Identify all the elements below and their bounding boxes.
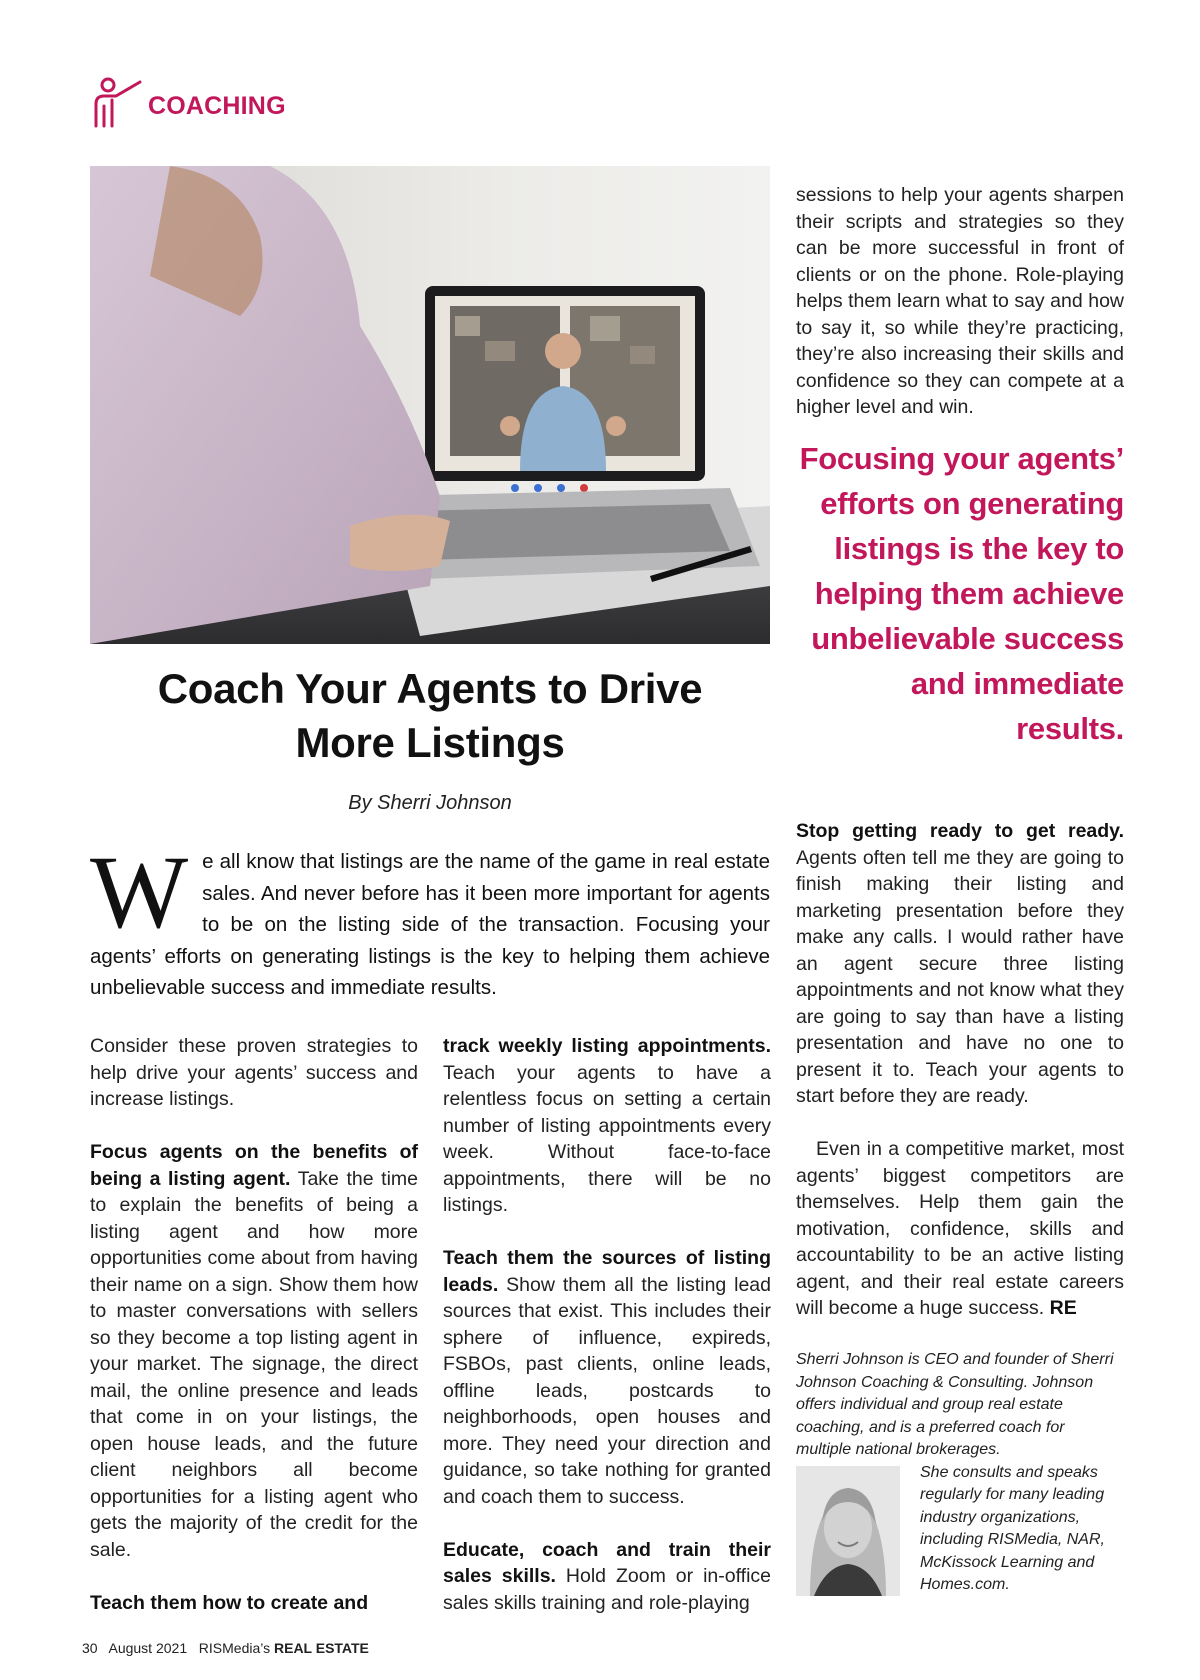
paragraph-text: Hold Zoom or in-office sales skills training and role-playing [443, 1565, 772, 1614]
page-footer [82, 1640, 369, 1656]
paragraph [796, 1136, 1124, 1322]
bio-text: Sherri Johnson is CEO and founder of Sherri Johnson Coaching & Consulting. Johnson offers individual and group real estate coaching, and is a preferred coach for multiple national brokerages. [796, 1351, 1114, 1458]
presenter-icon [90, 76, 146, 128]
subhead: Educate, coach and train their sales skills. [443, 1538, 771, 1587]
body-column-1 [90, 1033, 418, 1643]
section-label: COACHING [148, 91, 286, 120]
paragraph-text: Take the time to explain the benefits of being a listing agent and how more opportunities come about from having their name on a sign. Show them how to master conversations with sellers so they become a top listing agent in your market. The signage, the direct mail, the online presence and leads that come in on your listings, the open house leads, and the future client neighbors all become opportunities for a listing agent who gets the majority of the credit for the sale. [90, 1167, 418, 1561]
author-portrait-photo [796, 1466, 900, 1596]
paragraph [90, 1590, 418, 1617]
end-mark: RE [1049, 1297, 1077, 1319]
author-bio [796, 1349, 1124, 1597]
subhead: Focus agents on the benefits of being a listing agent. [90, 1141, 418, 1190]
headline-line-2: More Listings [295, 719, 565, 766]
body-column-3-continued [796, 818, 1124, 1348]
hero-image [90, 166, 770, 644]
body-column-2 [443, 1033, 771, 1643]
byline: By Sherri Johnson [348, 792, 512, 814]
paragraph-text: Agents often tell me they are going to finish making their listing and marketing presentation before they make any calls. I would rather have an agent secure three listing appointments and not know what they are going to say than have a listing presentation and have no one to present it to. Teach your agents to start before they are ready. [796, 846, 1124, 1107]
subhead: Stop getting ready to get ready. [796, 820, 1124, 842]
paragraph [443, 1245, 771, 1510]
paragraph [443, 1537, 771, 1617]
bio-text-continued: She consults and speaks regularly for many leading industry organizations, including RISMedia, NAR, McKissock Learning and Homes.com. [920, 1463, 1105, 1593]
laptop-video-call-photo [90, 166, 770, 644]
publication-brand: REAL ESTATE [274, 1640, 369, 1656]
paragraph-text: Teach your agents to have a relentless focus on setting a certain number of listing appointments every week. Without face-to-face appointments, there will be no listings. [443, 1061, 771, 1216]
subhead: Teach them the sources of listing leads. [443, 1247, 771, 1296]
paragraph [443, 1033, 771, 1219]
body-column-3 [796, 182, 1124, 447]
intro-text: e all know that listings are the name of the game in real estate sales. And never before has it been more important for agents to be on the listing side of the transaction. Focusing your agents’ efforts on generating listings is the key to helping them achieve unbelievable success and immediate results. [90, 850, 770, 999]
paragraph-text: Even in a competitive market, most agents’ biggest competitors are themselves. Help them gain the motivation, confidence, skills and accountability to be an active listing agent, and their real estate careers will become a huge success. [796, 1138, 1124, 1319]
article-headline [90, 662, 770, 770]
paragraph [90, 1139, 418, 1563]
paragraph: Consider these proven strategies to help drive your agents’ success and increase listings. [90, 1035, 418, 1110]
paragraph [796, 818, 1124, 1110]
paragraph: sessions to help your agents sharpen their scripts and strategies so they can be more successful in front of clients or on the phone. Role-playing helps them learn what to say and how to say it, so while they’re practicing, they’re also increasing their skills and confidence so they can compete at a higher level and win. [796, 184, 1124, 418]
headline-line-1: Coach Your Agents to Drive [157, 665, 703, 712]
issue-date: August 2021 [108, 1640, 188, 1656]
publication-name: RISMedia’s [198, 1640, 271, 1656]
section-header [90, 78, 286, 126]
page-number: 30 [82, 1640, 98, 1656]
subhead: Teach them how to create and [90, 1591, 369, 1614]
pull-quote: Focusing your agents’ efforts on generating listings is the key to helping them achieve unbelievable success and immediate results. [799, 441, 1124, 746]
paragraph-text: Show them all the listing lead sources that exist. This includes their sphere of influence, expireds, FSBOs, past clients, online leads, offline leads, postcards to neighborhoods, open houses and more. They need your direction and guidance, so take nothing for granted and coach them to success. [443, 1273, 771, 1508]
drop-cap: W [90, 835, 189, 950]
subhead: track weekly listing appointments. [443, 1035, 771, 1057]
intro-paragraph [90, 835, 770, 1004]
